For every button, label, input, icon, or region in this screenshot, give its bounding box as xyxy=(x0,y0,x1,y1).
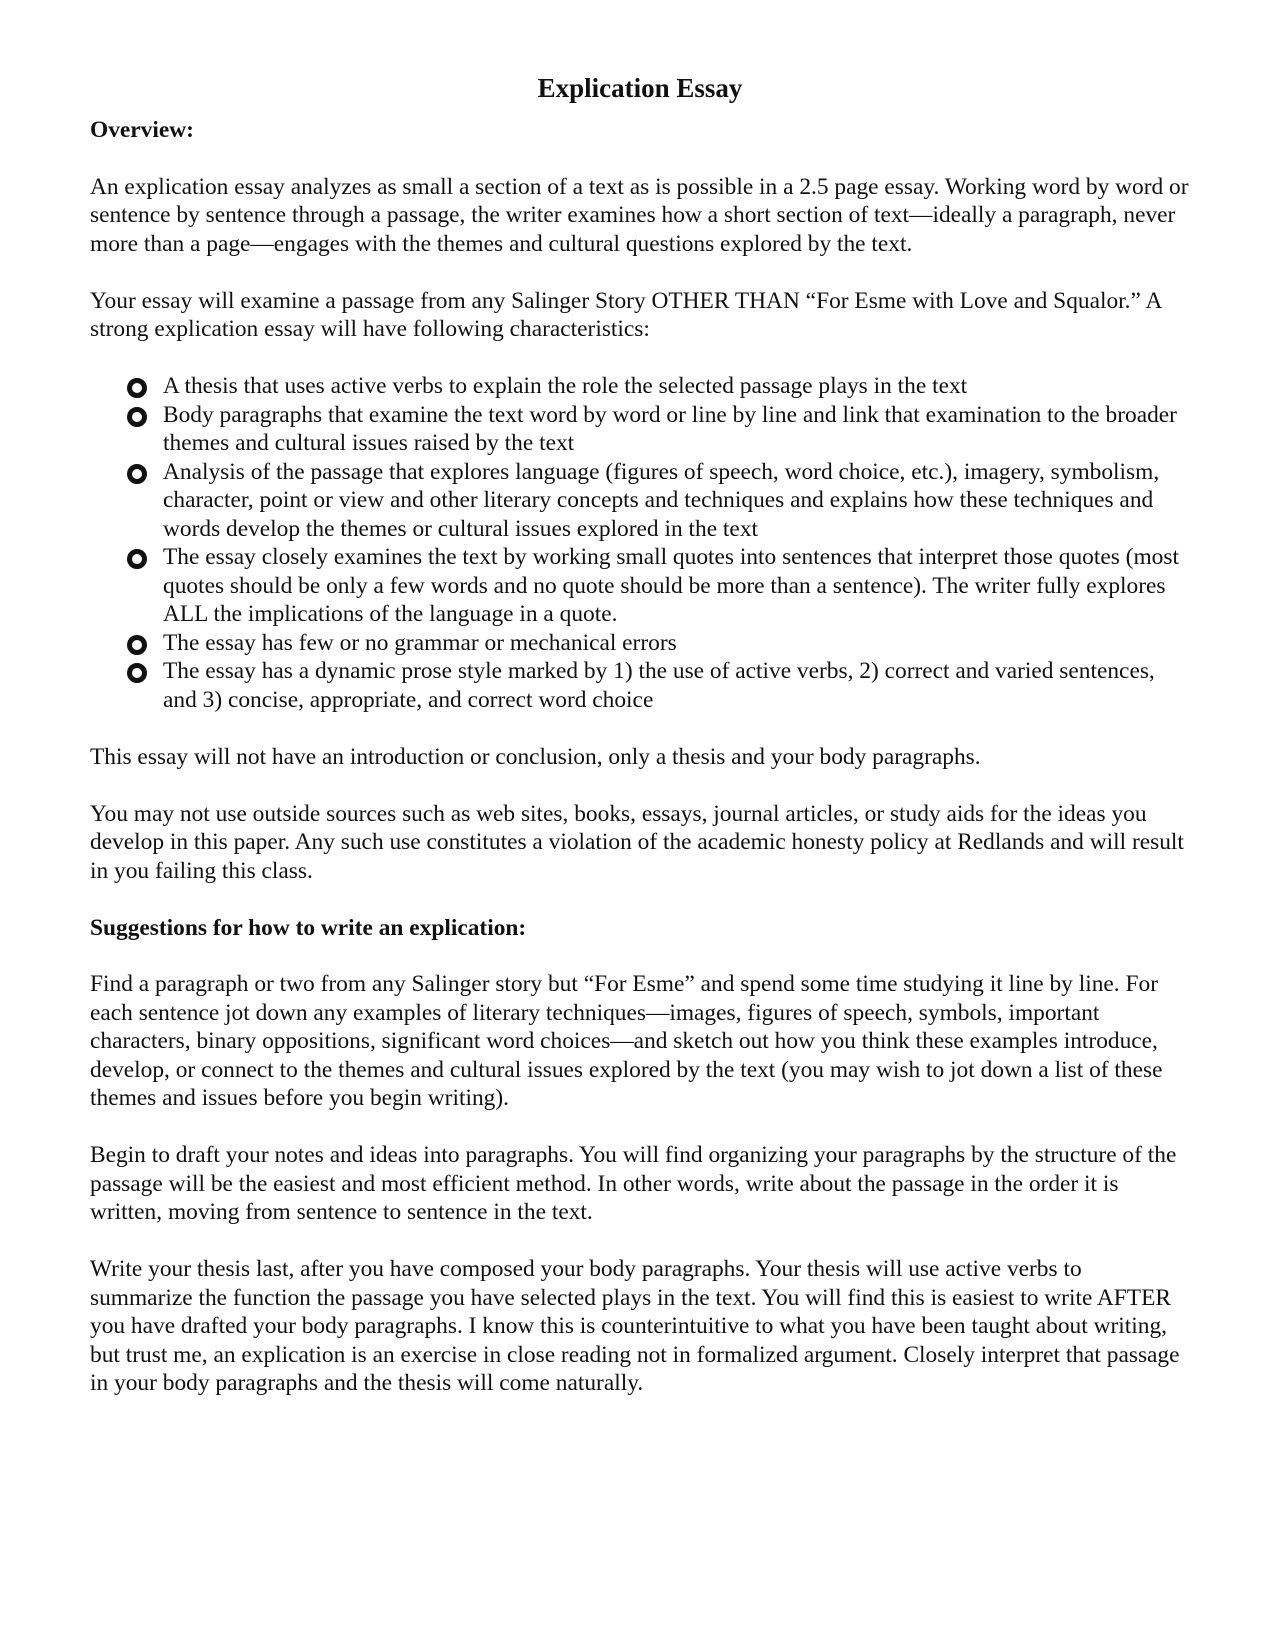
bullet-icon xyxy=(127,378,147,398)
list-item xyxy=(90,458,1190,544)
overview-paragraph-2: Your essay will examine a passage from any Salinger Story OTHER THAN “For Esme with Love and Squalor.” A strong explication essay will have following characteristics: xyxy=(90,287,1162,342)
document-page xyxy=(90,70,1190,1426)
suggestion-paragraph-1: Find a paragraph or two from any Salinger story but “For Esme” and spend some time studying it line by line. For each sentence jot down any examples of literary techniques—images, figures of speech, symbols, important characters, binary oppositions, significant word choices—and sketch out how you think these examples introduce, develop, or connect to the themes and cultural issues explored by the text (you may wish to jot down a list of these themes and issues before you begin writing). xyxy=(90,971,1163,1111)
list-item xyxy=(90,543,1190,629)
list-item-text: The essay has a dynamic prose style marked by 1) the use of active verbs, 2) correct and varied sentences, and 3) concise, appropriate, and correct word choice xyxy=(163,658,1155,713)
suggestions-heading: Suggestions for how to write an explication: xyxy=(90,914,527,941)
overview-heading: Overview: xyxy=(90,117,194,143)
characteristics-list xyxy=(90,372,1190,714)
structure-note-paragraph: This essay will not have an introduction or conclusion, only a thesis and your body paragraphs. xyxy=(90,743,981,770)
document-title: Explication Essay xyxy=(537,73,743,103)
bullet-icon xyxy=(127,663,147,683)
list-item-text: The essay has few or no grammar or mechanical errors xyxy=(163,629,677,656)
bullet-icon xyxy=(127,549,147,569)
academic-honesty-paragraph: You may not use outside sources such as web sites, books, essays, journal articles, or study aids for the ideas you develop in this paper. Any such use constitutes a violation of the academic honesty policy at Redlands and will result in you failing this class. xyxy=(90,800,1184,884)
suggestion-paragraph-2: Begin to draft your notes and ideas into paragraphs. You will find organizing your paragraphs by the structure of the passage will be the easiest and most efficient method. In other words, write about the passage in the order it is written, moving from sentence to sentence in the text. xyxy=(90,1142,1177,1225)
list-item xyxy=(90,629,1190,658)
list-item xyxy=(90,401,1190,458)
suggestion-paragraph-3: Write your thesis last, after you have composed your body paragraphs. Your thesis will use active verbs to summarize the function the passage you have selected plays in the text. You will find this is easiest to write AFTER you have drafted your body paragraphs. I know this is counterintuitive to what you have been taught about writing, but trust me, an explication is an exercise in close reading not in formalized argument. Closely interpret that passage in your body paragraphs and the thesis will come naturally. xyxy=(90,1256,1180,1396)
overview-paragraph-1: An explication essay analyzes as small a section of a text as is possible in a 2.5 page essay. Working word by word or sentence by sentence through a passage, the writer examines how a short section of text—ideally a paragraph, never more than a page—engages with the themes and cultural questions explored by the text. xyxy=(90,173,1189,257)
bullet-icon xyxy=(127,407,147,427)
list-item xyxy=(90,657,1190,714)
list-item-text: Body paragraphs that examine the text word by word or line by line and link that examination to the broader themes and cultural issues raised by the text xyxy=(163,401,1177,456)
list-item-text: The essay closely examines the text by working small quotes into sentences that interpret those quotes (most quotes should be only a few words and no quote should be more than a sentence). The writer fully explores ALL the implications of the language in a quote. xyxy=(163,544,1179,627)
list-item-text: Analysis of the passage that explores language (figures of speech, word choice, etc.), imagery, symbolism, character, point or view and other literary concepts and techniques and explains how these techniques and words develop the themes or cultural issues explored in the text xyxy=(163,458,1160,542)
bullet-icon xyxy=(127,635,147,655)
list-item-text: A thesis that uses active verbs to explain the role the selected passage plays in the text xyxy=(163,373,968,399)
bullet-icon xyxy=(127,464,147,484)
list-item xyxy=(90,372,1190,401)
